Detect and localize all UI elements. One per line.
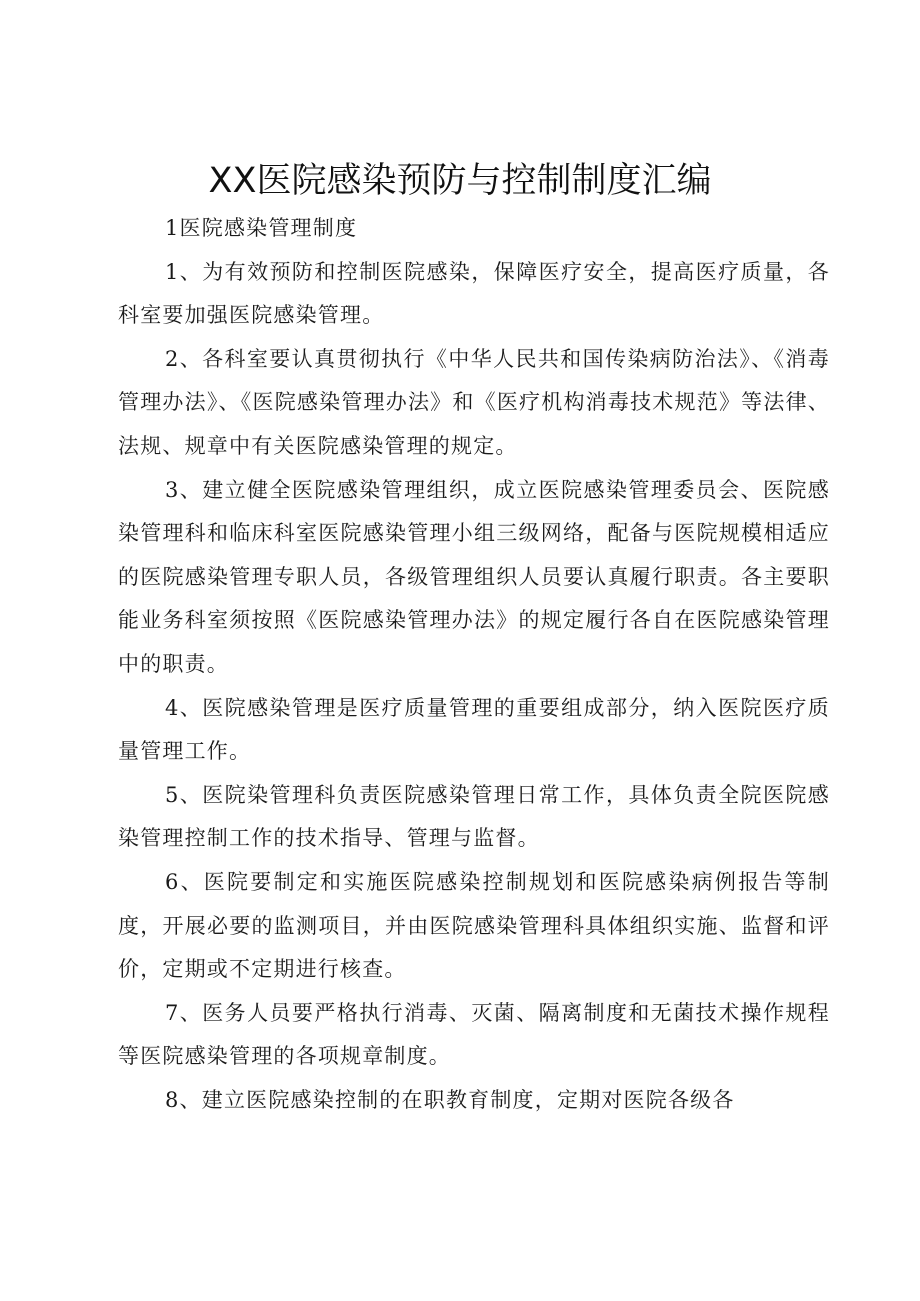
paragraph-1: 1、为有效预防和控制医院感染，保障医疗安全，提高医疗质量，各科室要加强医院感染管理。 (118, 259, 830, 328)
paragraph-2: 2、各科室要认真贯彻执行《中华人民共和国传染病防治法》、《消毒管理办法》、《医院感染管理办法》和《医疗机构消毒技术规范》等法律、法规、规章中有关医院感染管理的规定。 (118, 346, 830, 458)
paragraph-8: 8、建立医院感染控制的在职教育制度，定期对医院各级各 (165, 1087, 735, 1112)
document-body (118, 207, 830, 1122)
paragraph-5: 5、医院染管理科负责医院感染管理日常工作，具体负责全院医院感染管理控制工作的技术指导、管理与监督。 (118, 782, 830, 851)
paragraph-3: 3、建立健全医院感染管理组织，成立医院感染管理委员会、医院感染管理科和临床科室医院感染管理小组三级网络，配备与医院规模相适应的医院感染管理专职人员，各级管理组织人员要认真履行职责。各主要职能业务科室须按照《医院感染管理办法》的规定履行各自在医院感染管理中的职责。 (118, 477, 830, 676)
section-heading: 1医院感染管理制度 (165, 216, 358, 240)
document-title: XX医院感染预防与控制制度汇编 (208, 161, 712, 201)
paragraph-4: 4、医院感染管理是医疗质量管理的重要组成部分，纳入医院医疗质量管理工作。 (118, 695, 830, 764)
paragraph-6: 6、医院要制定和实施医院感染控制规划和医院感染病例报告等制度，开展必要的监测项目，并由医院感染管理科具体组织实施、监督和评价，定期或不定期进行核查。 (118, 869, 830, 982)
paragraph-7: 7、医务人员要严格执行消毒、灭菌、隔离制度和无菌技术操作规程等医院感染管理的各项规章制度。 (118, 1000, 830, 1069)
